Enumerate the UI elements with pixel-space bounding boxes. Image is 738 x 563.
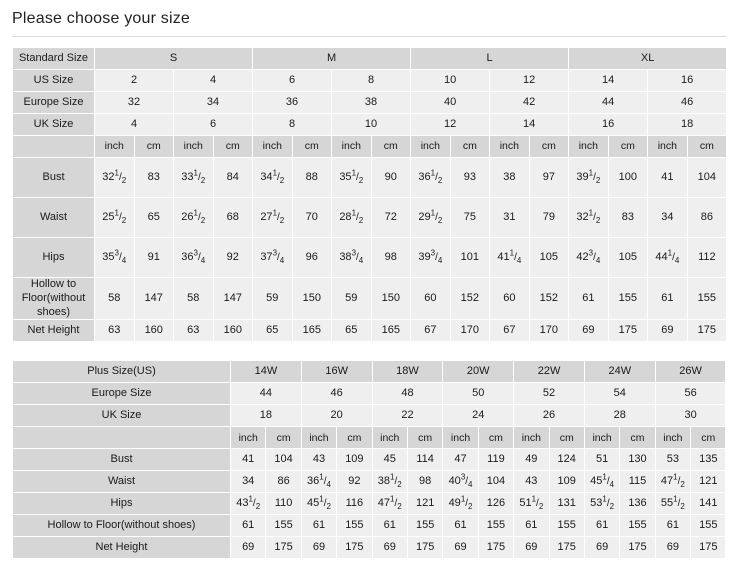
cell-waist-11: 115 [620, 471, 655, 493]
cell-net-height-1: 160 [134, 320, 174, 342]
row-label-standard-size: Standard Size [13, 48, 95, 70]
cell-waist-13: 121 [691, 471, 726, 493]
cell-bust-6: 47 [443, 449, 478, 471]
row-label-waist: Waist [13, 198, 95, 238]
cell-hips-8: $39^3/_4$ [411, 238, 451, 278]
cell-hollow-4: 59 [253, 278, 293, 320]
cell-europe-size-5: 54 [584, 383, 655, 405]
plus-size-16w: 16W [301, 361, 372, 383]
table-row [13, 515, 726, 537]
cell-net-height-12: 69 [655, 537, 690, 559]
row-label-hollow: Hollow to Floor(without shoes) [13, 515, 231, 537]
cell-bust-1: 104 [266, 449, 301, 471]
cell-bust-2: 43 [301, 449, 336, 471]
cell-hollow-10: 60 [490, 278, 530, 320]
unit-header-9: cm [450, 136, 490, 158]
unit-header-8: inch [411, 136, 451, 158]
page-title: Please choose your size [12, 10, 191, 27]
cell-uk-size-3: 10 [332, 114, 411, 136]
cell-net-height-4: 65 [253, 320, 293, 342]
cell-net-height-8: 67 [411, 320, 451, 342]
size-group-m: M [253, 48, 411, 70]
table-row [13, 92, 727, 114]
row-label-us-size: US Size [13, 70, 95, 92]
cell-hollow-3: 155 [337, 515, 372, 537]
cell-hollow-10: 61 [584, 515, 619, 537]
cell-hollow-8: 60 [411, 278, 451, 320]
cell-hips-1: 110 [266, 493, 301, 515]
cell-hips-4: $37^3/_4$ [253, 238, 293, 278]
row-label-hips: Hips [13, 493, 231, 515]
unit-header-7: cm [478, 427, 513, 449]
cell-europe-size-5: 42 [490, 92, 569, 114]
cell-net-height-11: 175 [620, 537, 655, 559]
unit-header-13: cm [691, 427, 726, 449]
size-group-s: S [95, 48, 253, 70]
size-group-xl: XL [569, 48, 727, 70]
cell-net-height-0: 63 [95, 320, 135, 342]
cell-hips-2: $36^3/_4$ [174, 238, 214, 278]
cell-net-height-15: 175 [687, 320, 727, 342]
cell-hollow-12: 61 [569, 278, 609, 320]
table-row [13, 158, 727, 198]
cell-hips-0: $35^3/_4$ [95, 238, 135, 278]
cell-hips-15: 112 [687, 238, 727, 278]
cell-europe-size-2: 36 [253, 92, 332, 114]
cell-hollow-1: 155 [266, 515, 301, 537]
row-label-measure [13, 136, 95, 158]
cell-hips-11: 136 [620, 493, 655, 515]
cell-hips-3: 116 [337, 493, 372, 515]
cell-uk-size-6: 16 [569, 114, 648, 136]
table-row [13, 383, 726, 405]
cell-waist-10: $45^1/_4$ [584, 471, 619, 493]
cell-hips-13: 105 [608, 238, 648, 278]
cell-net-height-7: 165 [371, 320, 411, 342]
cell-uk-size-5: 14 [490, 114, 569, 136]
table-row [13, 405, 726, 427]
cell-hips-2: $45^1/_2$ [301, 493, 336, 515]
cell-waist-0: $25^1/_2$ [95, 198, 135, 238]
cell-bust-9: 93 [450, 158, 490, 198]
unit-header-12: inch [655, 427, 690, 449]
unit-header-12: inch [569, 136, 609, 158]
cell-us-size-7: 16 [648, 70, 727, 92]
cell-uk-size-7: 18 [648, 114, 727, 136]
cell-net-height-12: 69 [569, 320, 609, 342]
unit-header-10: inch [490, 136, 530, 158]
row-label-uk-size: UK Size [13, 114, 95, 136]
table-row [13, 198, 727, 238]
cell-net-height-10: 69 [584, 537, 619, 559]
cell-hollow-2: 58 [174, 278, 214, 320]
unit-header-3: cm [213, 136, 253, 158]
cell-net-height-5: 165 [292, 320, 332, 342]
row-label-uk-size: UK Size [13, 405, 231, 427]
cell-waist-5: 98 [407, 471, 442, 493]
cell-hollow-5: 155 [407, 515, 442, 537]
table-row [13, 48, 727, 70]
cell-net-height-1: 175 [266, 537, 301, 559]
cell-hips-0: $43^1/_2$ [231, 493, 266, 515]
unit-header-4: inch [372, 427, 407, 449]
plus-size-20w: 20W [443, 361, 514, 383]
cell-waist-4: $27^1/_2$ [253, 198, 293, 238]
cell-us-size-3: 8 [332, 70, 411, 92]
cell-europe-size-3: 38 [332, 92, 411, 114]
cell-waist-12: $32^1/_2$ [569, 198, 609, 238]
table-row [13, 471, 726, 493]
cell-net-height-13: 175 [691, 537, 726, 559]
table-row [13, 537, 726, 559]
cell-hips-4: $47^1/_2$ [372, 493, 407, 515]
cell-net-height-8: 69 [514, 537, 549, 559]
unit-header-3: cm [337, 427, 372, 449]
unit-header-2: inch [174, 136, 214, 158]
row-label-net-height: Net Height [13, 537, 231, 559]
table-row [13, 114, 727, 136]
row-label-europe-size: Europe Size [13, 383, 231, 405]
cell-waist-2: $36^1/_4$ [301, 471, 336, 493]
row-label-waist: Waist [13, 471, 231, 493]
cell-bust-13: 100 [608, 158, 648, 198]
unit-header-5: cm [407, 427, 442, 449]
unit-header-8: inch [514, 427, 549, 449]
cell-hollow-14: 61 [648, 278, 688, 320]
cell-uk-size-1: 6 [174, 114, 253, 136]
cell-net-height-4: 69 [372, 537, 407, 559]
cell-europe-size-6: 44 [569, 92, 648, 114]
cell-hollow-9: 152 [450, 278, 490, 320]
cell-waist-7: 72 [371, 198, 411, 238]
cell-waist-9: 109 [549, 471, 584, 493]
table-row [13, 320, 727, 342]
cell-net-height-14: 69 [648, 320, 688, 342]
cell-bust-15: 104 [687, 158, 727, 198]
cell-hollow-5: 150 [292, 278, 332, 320]
plus-size-22w: 22W [514, 361, 585, 383]
title-divider [12, 36, 726, 37]
cell-europe-size-1: 34 [174, 92, 253, 114]
cell-net-height-6: 65 [332, 320, 372, 342]
cell-hips-1: 91 [134, 238, 174, 278]
cell-waist-7: 104 [478, 471, 513, 493]
cell-hollow-12: 61 [655, 515, 690, 537]
row-label-plus-size: Plus Size(US) [13, 361, 231, 383]
cell-net-height-10: 67 [490, 320, 530, 342]
plus-size-14w: 14W [231, 361, 302, 383]
cell-hollow-7: 155 [478, 515, 513, 537]
cell-uk-size-0: 4 [95, 114, 174, 136]
cell-europe-size-0: 32 [95, 92, 174, 114]
cell-bust-9: 124 [549, 449, 584, 471]
plus-size-26w: 26W [655, 361, 726, 383]
cell-waist-5: 70 [292, 198, 332, 238]
cell-bust-13: 135 [691, 449, 726, 471]
cell-net-height-9: 175 [549, 537, 584, 559]
cell-waist-9: 75 [450, 198, 490, 238]
cell-hips-7: 98 [371, 238, 411, 278]
cell-bust-7: 119 [478, 449, 513, 471]
cell-hips-6: $49^1/_2$ [443, 493, 478, 515]
cell-bust-11: 97 [529, 158, 569, 198]
cell-net-height-9: 170 [450, 320, 490, 342]
row-label-bust: Bust [13, 449, 231, 471]
row-label-bust: Bust [13, 158, 95, 198]
unit-header-6: inch [332, 136, 372, 158]
cell-waist-3: 68 [213, 198, 253, 238]
cell-bust-12: 53 [655, 449, 690, 471]
cell-waist-13: 83 [608, 198, 648, 238]
cell-us-size-2: 6 [253, 70, 332, 92]
cell-hollow-9: 155 [549, 515, 584, 537]
cell-bust-14: 41 [648, 158, 688, 198]
cell-hollow-7: 150 [371, 278, 411, 320]
table-row [13, 136, 727, 158]
cell-europe-size-3: 50 [443, 383, 514, 405]
row-label-net-height: Net Height [13, 320, 95, 342]
cell-hollow-11: 152 [529, 278, 569, 320]
cell-waist-2: $26^1/_2$ [174, 198, 214, 238]
cell-waist-1: 65 [134, 198, 174, 238]
cell-bust-3: 84 [213, 158, 253, 198]
cell-bust-6: $35^1/_2$ [332, 158, 372, 198]
cell-bust-3: 109 [337, 449, 372, 471]
cell-hips-5: 121 [407, 493, 442, 515]
cell-bust-11: 130 [620, 449, 655, 471]
cell-bust-0: $32^1/_2$ [95, 158, 135, 198]
unit-header-7: cm [371, 136, 411, 158]
row-label-europe-size: Europe Size [13, 92, 95, 114]
cell-net-height-5: 175 [407, 537, 442, 559]
cell-uk-size-5: 28 [584, 405, 655, 427]
cell-hollow-1: 147 [134, 278, 174, 320]
cell-bust-8: $36^1/_2$ [411, 158, 451, 198]
cell-bust-0: 41 [231, 449, 266, 471]
cell-hips-14: $44^1/_4$ [648, 238, 688, 278]
cell-hips-7: 126 [478, 493, 513, 515]
cell-hips-13: 141 [691, 493, 726, 515]
unit-header-9: cm [549, 427, 584, 449]
cell-net-height-7: 175 [478, 537, 513, 559]
cell-hollow-0: 58 [95, 278, 135, 320]
cell-bust-10: 38 [490, 158, 530, 198]
unit-header-11: cm [529, 136, 569, 158]
unit-header-0: inch [231, 427, 266, 449]
cell-uk-size-3: 24 [443, 405, 514, 427]
cell-europe-size-2: 48 [372, 383, 443, 405]
cell-europe-size-1: 46 [301, 383, 372, 405]
unit-header-11: cm [620, 427, 655, 449]
unit-header-1: cm [134, 136, 174, 158]
cell-us-size-4: 10 [411, 70, 490, 92]
cell-waist-8: $29^1/_2$ [411, 198, 451, 238]
cell-europe-size-0: 44 [231, 383, 302, 405]
cell-us-size-0: 2 [95, 70, 174, 92]
table-row [13, 427, 726, 449]
unit-header-1: cm [266, 427, 301, 449]
cell-uk-size-4: 12 [411, 114, 490, 136]
cell-bust-5: 88 [292, 158, 332, 198]
cell-bust-4: 45 [372, 449, 407, 471]
cell-hips-12: $42^3/_4$ [569, 238, 609, 278]
unit-header-13: cm [608, 136, 648, 158]
cell-waist-10: 31 [490, 198, 530, 238]
cell-net-height-2: 69 [301, 537, 336, 559]
cell-hips-8: $51^1/_2$ [514, 493, 549, 515]
cell-hips-3: 92 [213, 238, 253, 278]
cell-hips-10: $41^1/_4$ [490, 238, 530, 278]
cell-waist-8: 43 [514, 471, 549, 493]
unit-header-6: inch [443, 427, 478, 449]
row-label-hips: Hips [13, 238, 95, 278]
cell-bust-10: 51 [584, 449, 619, 471]
cell-europe-size-6: 56 [655, 383, 726, 405]
cell-hips-9: 131 [549, 493, 584, 515]
cell-waist-6: $40^3/_4$ [443, 471, 478, 493]
cell-bust-2: $33^1/_2$ [174, 158, 214, 198]
cell-waist-1: 86 [266, 471, 301, 493]
row-label-measure [13, 427, 231, 449]
plus-size-18w: 18W [372, 361, 443, 383]
table-row [13, 449, 726, 471]
cell-hollow-6: 61 [443, 515, 478, 537]
cell-uk-size-2: 8 [253, 114, 332, 136]
table-row [13, 70, 727, 92]
cell-waist-3: 92 [337, 471, 372, 493]
cell-hollow-0: 61 [231, 515, 266, 537]
unit-header-14: inch [648, 136, 688, 158]
cell-hollow-2: 61 [301, 515, 336, 537]
cell-net-height-13: 175 [608, 320, 648, 342]
cell-uk-size-6: 30 [655, 405, 726, 427]
cell-net-height-11: 170 [529, 320, 569, 342]
cell-hips-5: 96 [292, 238, 332, 278]
cell-us-size-6: 14 [569, 70, 648, 92]
cell-bust-7: 90 [371, 158, 411, 198]
plus-size-table [12, 360, 726, 559]
cell-us-size-5: 12 [490, 70, 569, 92]
cell-europe-size-7: 46 [648, 92, 727, 114]
table-row [13, 238, 727, 278]
standard-size-table [12, 47, 727, 342]
cell-bust-5: 114 [407, 449, 442, 471]
cell-uk-size-2: 22 [372, 405, 443, 427]
unit-header-5: cm [292, 136, 332, 158]
unit-header-10: inch [584, 427, 619, 449]
cell-hollow-8: 61 [514, 515, 549, 537]
unit-header-4: inch [253, 136, 293, 158]
cell-hollow-4: 61 [372, 515, 407, 537]
cell-waist-12: $47^1/_2$ [655, 471, 690, 493]
cell-net-height-2: 63 [174, 320, 214, 342]
cell-waist-0: 34 [231, 471, 266, 493]
cell-bust-8: 49 [514, 449, 549, 471]
plus-size-24w: 24W [584, 361, 655, 383]
cell-hollow-13: 155 [691, 515, 726, 537]
cell-net-height-6: 69 [443, 537, 478, 559]
cell-bust-12: $39^1/_2$ [569, 158, 609, 198]
cell-hollow-13: 155 [608, 278, 648, 320]
cell-hips-6: $38^3/_4$ [332, 238, 372, 278]
unit-header-15: cm [687, 136, 727, 158]
table-row [13, 278, 727, 320]
cell-net-height-3: 160 [213, 320, 253, 342]
cell-waist-15: 86 [687, 198, 727, 238]
cell-waist-4: $38^1/_2$ [372, 471, 407, 493]
cell-bust-4: $34^1/_2$ [253, 158, 293, 198]
cell-net-height-3: 175 [337, 537, 372, 559]
cell-hips-11: 105 [529, 238, 569, 278]
row-label-hollow: Hollow to Floor(without shoes) [13, 278, 95, 320]
size-group-l: L [411, 48, 569, 70]
cell-europe-size-4: 40 [411, 92, 490, 114]
unit-header-2: inch [301, 427, 336, 449]
unit-header-0: inch [95, 136, 135, 158]
cell-bust-1: 83 [134, 158, 174, 198]
cell-net-height-0: 69 [231, 537, 266, 559]
cell-hollow-3: 147 [213, 278, 253, 320]
cell-europe-size-4: 52 [514, 383, 585, 405]
cell-waist-6: $28^1/_2$ [332, 198, 372, 238]
cell-hips-12: $55^1/_2$ [655, 493, 690, 515]
cell-hollow-11: 155 [620, 515, 655, 537]
cell-uk-size-1: 20 [301, 405, 372, 427]
table-row [13, 493, 726, 515]
cell-waist-14: 34 [648, 198, 688, 238]
cell-waist-11: 79 [529, 198, 569, 238]
cell-uk-size-0: 18 [231, 405, 302, 427]
cell-uk-size-4: 26 [514, 405, 585, 427]
cell-hollow-15: 155 [687, 278, 727, 320]
table-row [13, 361, 726, 383]
cell-hips-9: 101 [450, 238, 490, 278]
cell-us-size-1: 4 [174, 70, 253, 92]
cell-hips-10: $53^1/_2$ [584, 493, 619, 515]
cell-hollow-6: 59 [332, 278, 372, 320]
